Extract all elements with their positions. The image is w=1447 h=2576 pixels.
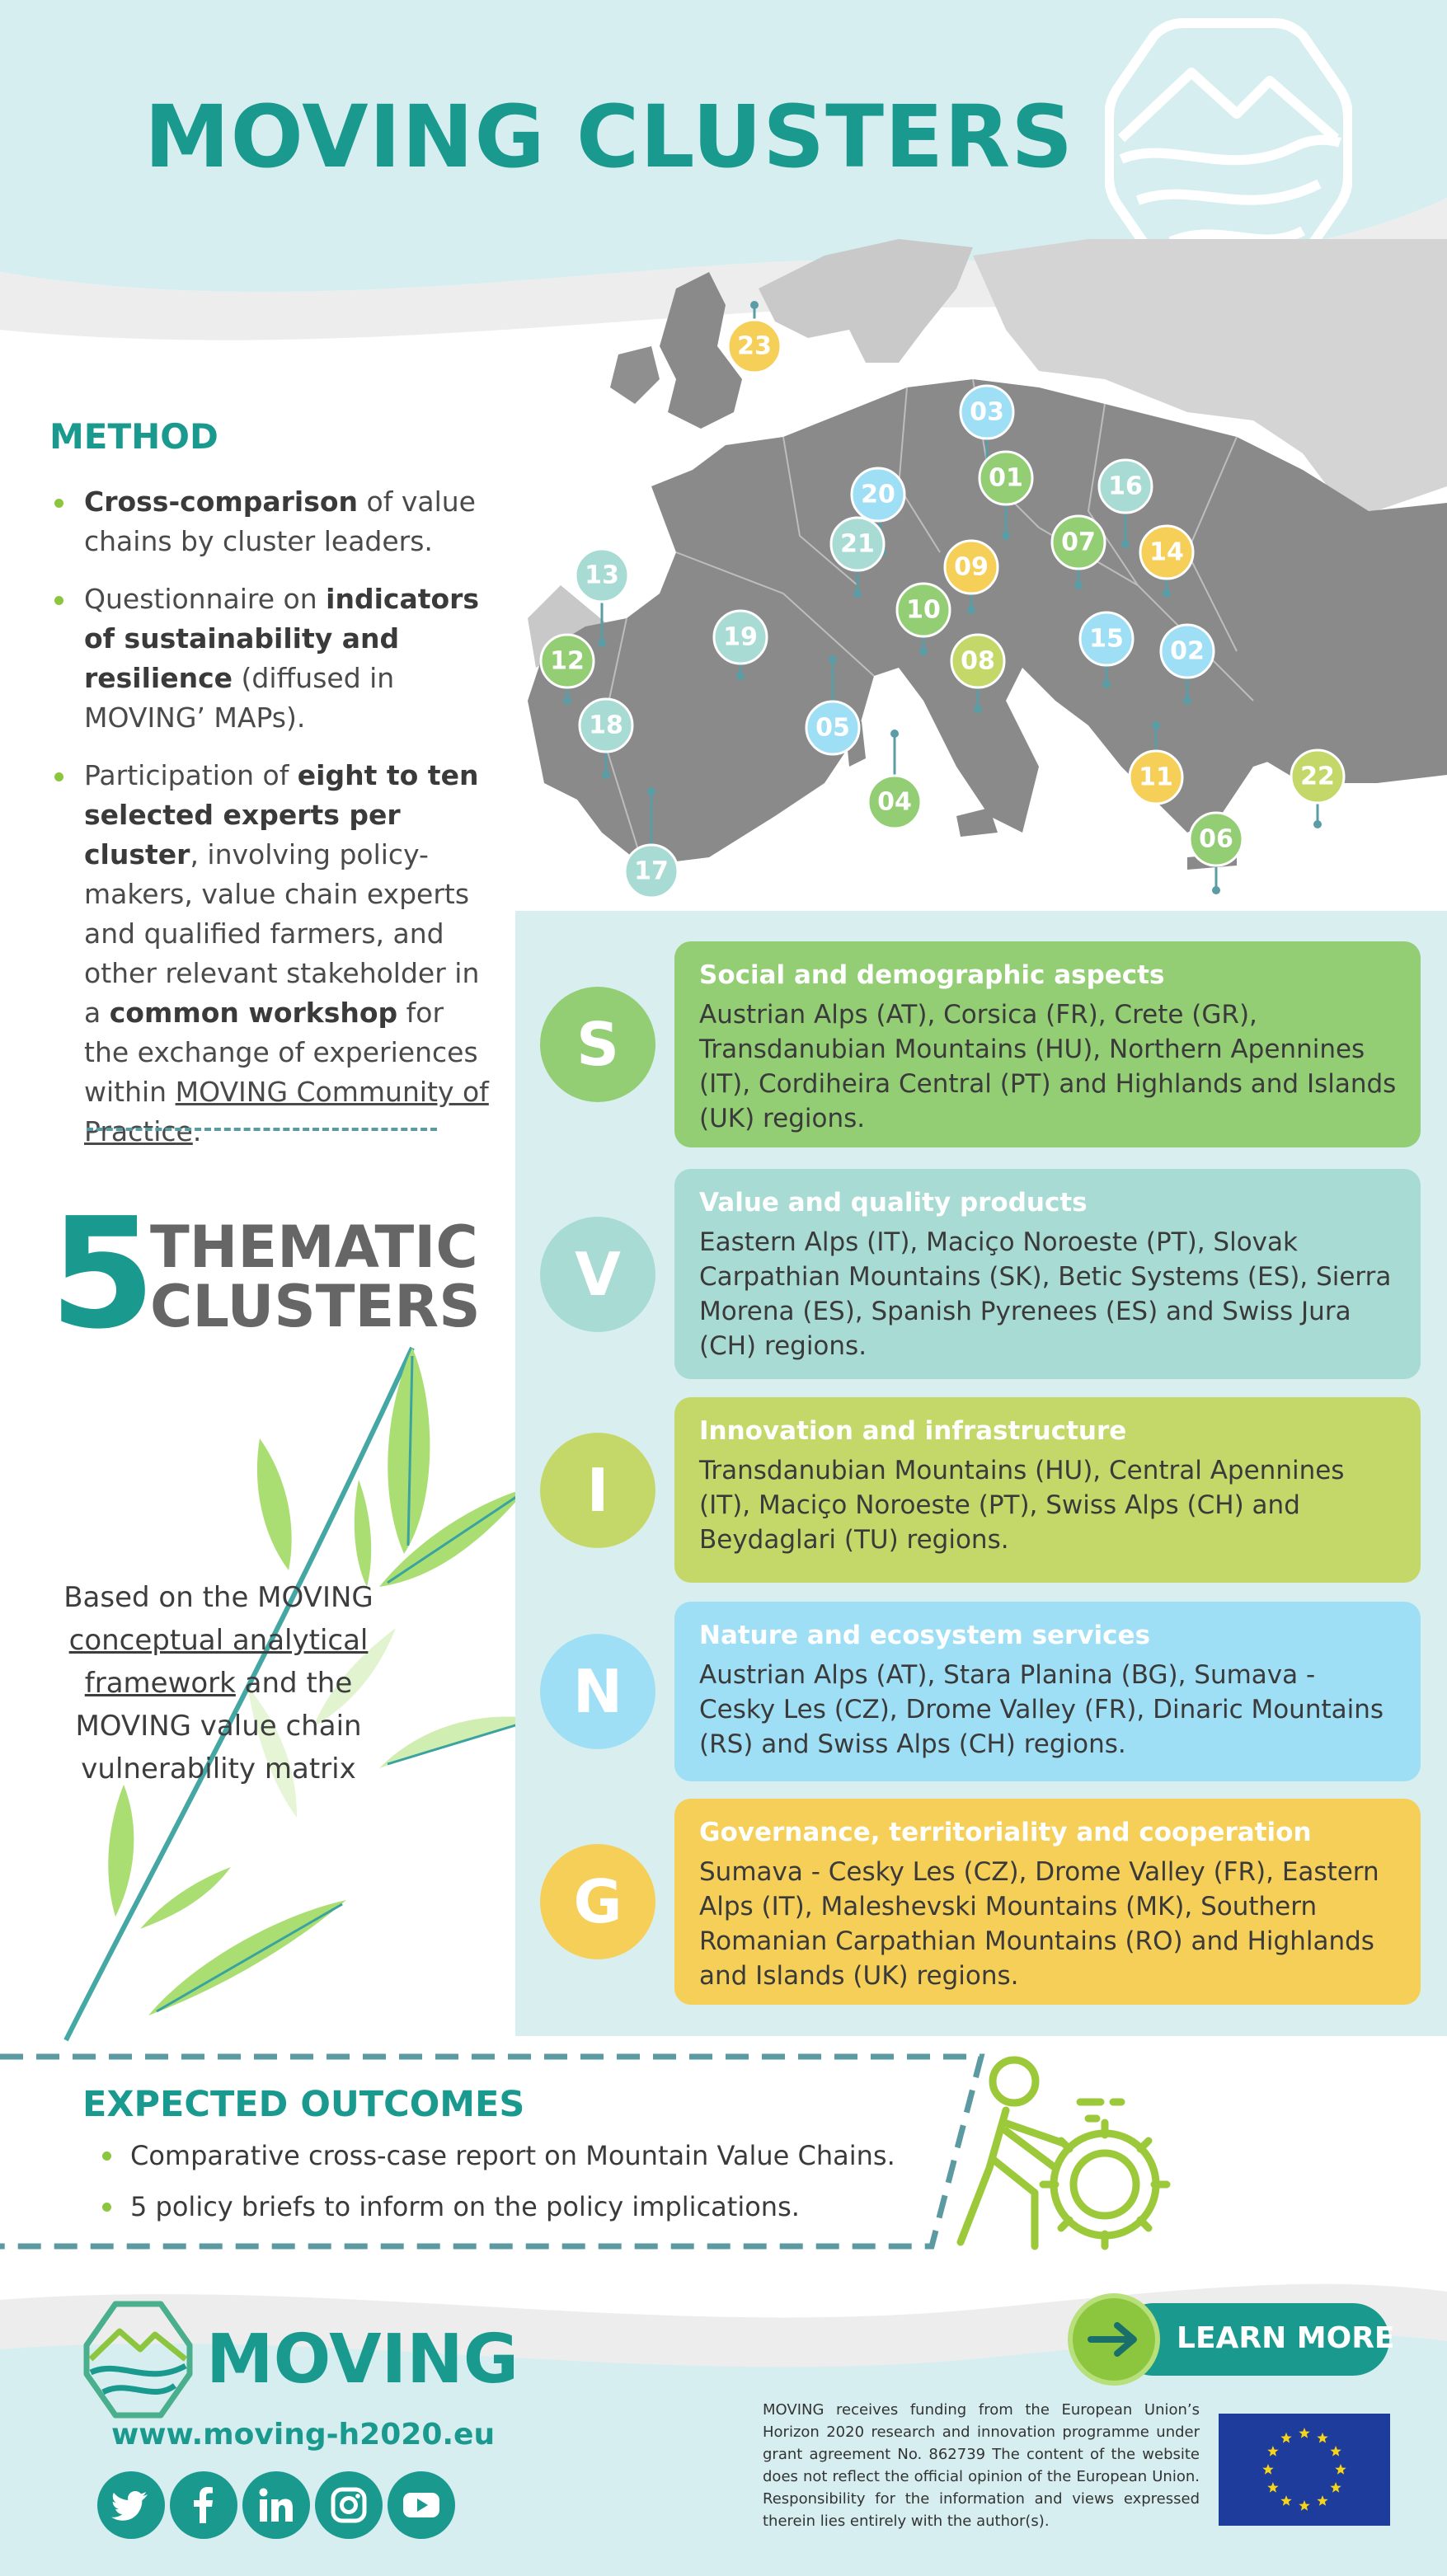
cluster-letter-v: V — [540, 1217, 655, 1332]
cluster-letter-s: S — [540, 987, 655, 1102]
map-pin-label: 06 — [1199, 824, 1233, 854]
cluster-card — [674, 1602, 1421, 1781]
conceptual-framework-link[interactable]: conceptual analytical framework — [68, 1624, 369, 1700]
method-list — [49, 482, 495, 1170]
outcomes-list — [82, 2137, 895, 2239]
method-bold-text: Cross-comparison — [84, 486, 359, 518]
europe-map — [511, 239, 1447, 907]
worker-gear-icon — [956, 2053, 1183, 2255]
method-title: METHOD — [49, 416, 218, 457]
method-item — [49, 579, 495, 738]
map-pin-label: 21 — [840, 529, 875, 559]
map-pin-label: 02 — [1170, 636, 1205, 666]
method-bold-text: common workshop — [109, 997, 398, 1029]
method-text: , involving policy-makers, value chain experts and qualified farmers, and other relevant stakeholder in a — [84, 838, 480, 1029]
method-bold-text: eight to ten selected experts per cluster — [84, 759, 479, 870]
learn-more-button[interactable] — [1068, 2293, 1395, 2386]
map-pin-label: 14 — [1149, 537, 1184, 567]
map-pin-06 — [1190, 813, 1243, 894]
cluster-regions: Sumava - Cesky Les (CZ), Drome Valley (FR), Eastern Alps (IT), Maleshevski Mountains (MK), Southern Romanian Carpathian Mountains (RO) and Highlands and Islands (UK) regions. — [699, 1857, 1379, 1991]
cluster-letter-i: I — [540, 1433, 655, 1548]
based-text: Based on the MOVING — [63, 1581, 373, 1614]
linkedin-icon[interactable] — [242, 2471, 310, 2539]
eu-flag-icon — [1219, 2414, 1390, 2526]
method-text: of value chains by cluster leaders. — [84, 486, 476, 557]
cluster-count: 5 — [49, 1185, 156, 1363]
map-pin-label: 19 — [723, 622, 758, 652]
method-item — [49, 482, 495, 561]
website-link[interactable]: www.moving-h2020.eu — [111, 2418, 496, 2452]
cluster-letter-g: G — [540, 1844, 655, 1959]
funding-disclaimer: MOVING receives funding from the European Union’s Horizon 2020 research and innovation programme under grant agreement No. 862739 The content of the website does not reflect the official opinion of the European Union. Responsibility for the information and views expressed therein lies entirely with the author(s). — [763, 2401, 1200, 2530]
cluster-regions: Austrian Alps (AT), Corsica (FR), Crete (GR), Transdanubian Mountains (HU), Northern Apennines (IT), Cordiheira Central (PT) and Highlands and Islands (UK) regions. — [699, 1000, 1397, 1133]
based-on-text — [49, 1576, 388, 1790]
method-bold-text: indicators of sustainability and resilience — [84, 583, 480, 694]
cluster-title: Governance, territoriality and cooperation — [699, 1818, 1312, 1847]
thematic-heading-line2: CLUSTERS — [150, 1273, 481, 1340]
map-pin-label: 01 — [989, 463, 1023, 493]
map-pin-label: 03 — [970, 397, 1004, 427]
method-text: Participation of — [84, 759, 298, 791]
cluster-title: Social and demographic aspects — [699, 960, 1165, 990]
cluster-card — [674, 941, 1421, 1147]
map-pin-label: 10 — [906, 595, 941, 625]
page-title: MOVING CLUSTERS — [144, 87, 1074, 187]
learn-more-label: LEARN MORE — [1177, 2321, 1395, 2355]
map-pin-label: 23 — [737, 331, 772, 361]
map-pin-label: 07 — [1061, 528, 1096, 557]
instagram-icon[interactable] — [315, 2471, 383, 2539]
arrow-right-icon — [1068, 2293, 1160, 2386]
outcomes-title: EXPECTED OUTCOMES — [82, 2084, 525, 2125]
map-pin-22 — [1291, 750, 1344, 828]
map-pin-label: 13 — [585, 561, 619, 590]
map-pin-label: 08 — [961, 646, 995, 676]
map-pin-label: 11 — [1139, 762, 1173, 792]
outcome-item: 5 policy briefs to inform on the policy implications. — [82, 2188, 895, 2226]
method-item — [49, 756, 495, 1152]
method-text: for the exchange of experiences within — [84, 997, 478, 1108]
map-pin-label: 22 — [1300, 762, 1335, 791]
thematic-heading-line1: THEMATIC — [150, 1213, 478, 1281]
community-of-practice-link[interactable]: MOVING Community of Practice — [84, 1076, 489, 1147]
map-pin-label: 18 — [589, 711, 623, 740]
map-pin-label: 15 — [1089, 624, 1124, 654]
method-text: (diffused in MOVING’ MAPs). — [84, 662, 395, 734]
facebook-icon[interactable] — [170, 2471, 237, 2539]
cluster-title: Innovation and infrastructure — [699, 1416, 1127, 1446]
cluster-card — [674, 1169, 1421, 1379]
map-pin-label: 04 — [877, 787, 912, 817]
map-pin-label: 09 — [954, 552, 989, 582]
cluster-regions: Eastern Alps (IT), Maciço Noroeste (PT), Slovak Carpathian Mountains (SK), Betic Systems (ES), Sierra Morena (ES), Spanish Pyrenees (ES) and Swiss Jura (CH) regions. — [699, 1227, 1392, 1361]
cluster-regions: Transdanubian Mountains (HU), Central Apennines (IT), Maciço Noroeste (PT), Swiss Alps (CH) and Beydaglari (TU) regions. — [699, 1456, 1345, 1555]
moving-logo-text: MOVING — [206, 2320, 519, 2399]
method-text: . — [192, 1115, 202, 1147]
divider — [87, 1128, 437, 1131]
cluster-card — [674, 1799, 1421, 2005]
map-pin-label: 05 — [815, 713, 850, 743]
map-pin-04 — [868, 730, 921, 828]
youtube-icon[interactable] — [388, 2471, 455, 2539]
twitter-icon[interactable] — [97, 2471, 165, 2539]
cluster-title: Value and quality products — [699, 1188, 1088, 1218]
map-pin-label: 12 — [550, 646, 585, 676]
cluster-title: Nature and ecosystem services — [699, 1621, 1151, 1650]
map-pin-label: 17 — [634, 856, 669, 886]
based-text: and the MOVING value chain vulnerability matrix — [75, 1667, 362, 1785]
cluster-letter-n: N — [540, 1634, 655, 1749]
moving-logo-icon — [82, 2300, 194, 2419]
cluster-card — [674, 1397, 1421, 1583]
map-pin-label: 20 — [861, 480, 895, 509]
outcome-item: Comparative cross-case report on Mountain Value Chains. — [82, 2137, 895, 2175]
method-text: Questionnaire on — [84, 583, 327, 615]
map-pin-label: 16 — [1108, 472, 1143, 501]
cluster-regions: Austrian Alps (AT), Stara Planina (BG), Sumava - Cesky Les (CZ), Drome Valley (FR), Dinaric Mountains (RS) and Swiss Alps (CH) regions. — [699, 1660, 1384, 1759]
